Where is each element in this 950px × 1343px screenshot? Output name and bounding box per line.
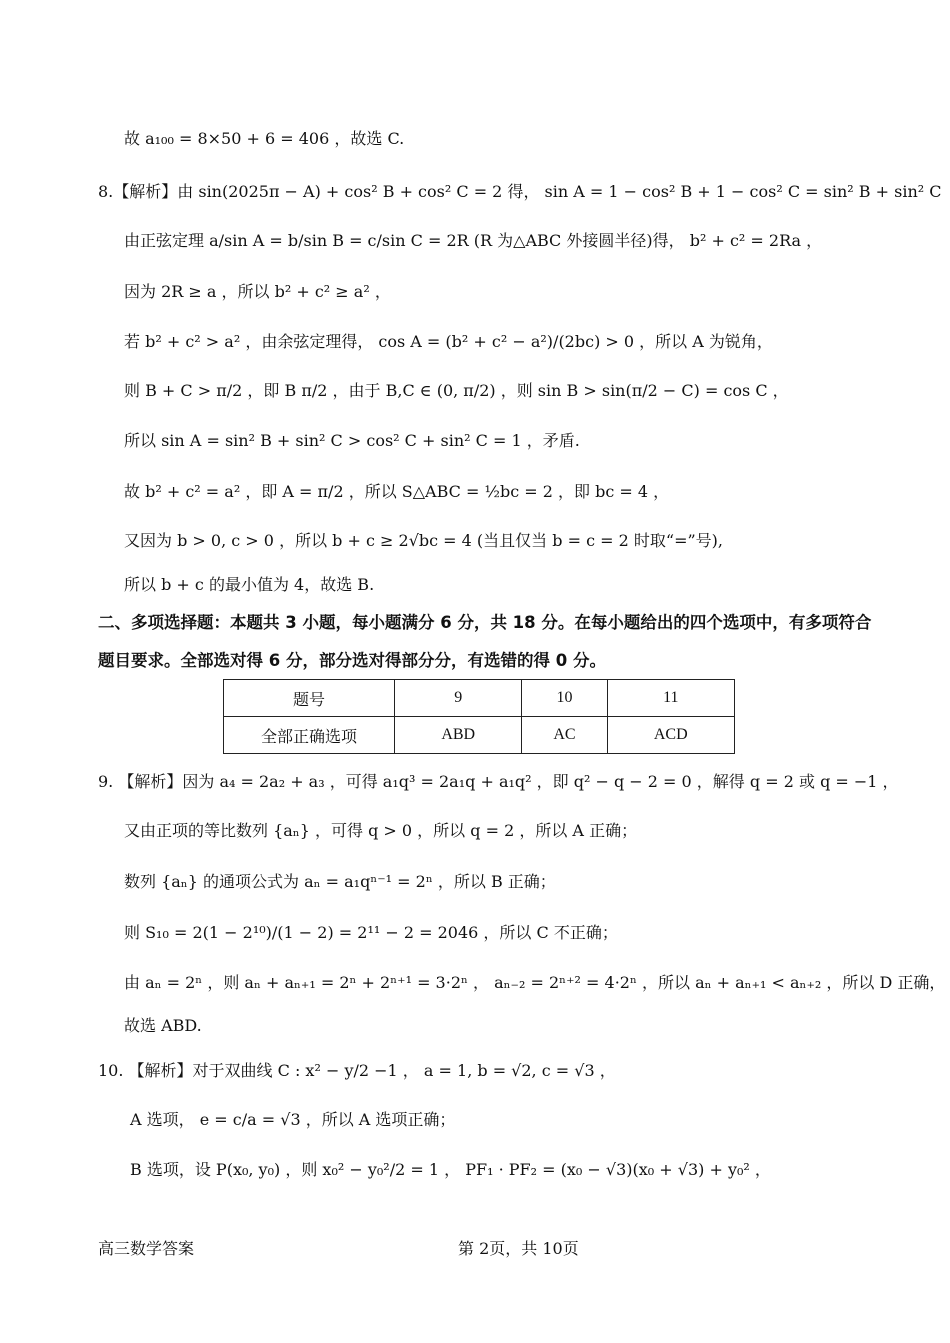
question-10-line: 10. 【解析】对于双曲线 C : x² − y/2 −1 ， a = 1, b = √2, c = √3 ， [98, 1061, 616, 1080]
question-8-line: 故 b² + c² = a² ，即 A = π/2 ，所以 S△ABC = ½bc = 2 ，即 bc = 4 ， [124, 482, 670, 501]
question-8-line: 8.【解析】由 sin(2025π − A) + cos² B + cos² C = 2 得， sin A = 1 − cos² B + 1 − cos² C = sin² B + sin² C [98, 182, 942, 201]
table-cell: 11 [607, 680, 734, 717]
section-heading: 题目要求。全部选对得 6 分，部分选对得部分分，有选错的得 0 分。 [98, 651, 606, 670]
page-number: 第 2页，共 10页 [458, 1239, 579, 1258]
table-cell: AC [522, 717, 607, 754]
question-8-line: 所以 b + c 的最小值为 4，故选 B. [124, 575, 375, 594]
question-8-line: 由正弦定理 a/sin A = b/sin B = c/sin C = 2R (R 为△ABC 外接圆半径)得， b² + c² = 2Ra ， [124, 231, 823, 250]
footer-title: 高三数学答案 [98, 1239, 195, 1258]
table-row [224, 717, 735, 754]
question-9-line: 数列 {aₙ} 的通项公式为 aₙ = a₁qⁿ⁻¹ = 2ⁿ ，所以 B 正确； [124, 872, 556, 891]
question-9-line: 由 aₙ = 2ⁿ ，则 aₙ + aₙ₊₁ = 2ⁿ + 2ⁿ⁺¹ = 3·2ⁿ ， aₙ₋₂ = 2ⁿ⁺² = 4·2ⁿ ，所以 aₙ + aₙ₊₁ < aₙ₊₂ ，所以 D 正确， [124, 973, 946, 992]
table-header-cell: 全部正确选项 [224, 717, 395, 754]
question-9-line: 则 S₁₀ = 2(1 − 2¹⁰)/(1 − 2) = 2¹¹ − 2 = 2046 ，所以 C 不正确； [124, 923, 618, 942]
table-cell: 10 [522, 680, 607, 717]
table-row [224, 680, 735, 717]
question-9-line: 9. 【解析】因为 a₄ = 2a₂ + a₃ ，可得 a₁q³ = 2a₁q + a₁q² ，即 q² − q − 2 = 0 ，解得 q = 2 或 q = −1 ， [98, 772, 899, 791]
question-8-line: 若 b² + c² > a² ，由余弦定理得， cos A = (b² + c² − a²)/(2bc) > 0 ，所以 A 为锐角， [124, 332, 773, 351]
question-9-line: 故选 ABD. [124, 1016, 202, 1035]
table-cell: ACD [607, 717, 734, 754]
question-8-line: 则 B + C > π/2 ，即 B π/2 ，由于 B,C ∈ (0, π/2) ，则 sin B > sin(π/2 − C) = cos C ， [124, 381, 789, 400]
question-10-line: B 选项，设 P(x₀, y₀) ，则 x₀² − y₀²/2 = 1 ， PF₁ · PF₂ = (x₀ − √3)(x₀ + √3) + y₀² ， [130, 1160, 771, 1179]
table-cell: 9 [395, 680, 522, 717]
answer-table [223, 679, 735, 754]
question-10-line: A 选项， e = c/a = √3 ，所以 A 选项正确； [130, 1110, 456, 1129]
table-cell: ABD [395, 717, 522, 754]
text-line: 故 a₁₀₀ = 8×50 + 6 = 406 ，故选 C. [124, 129, 405, 148]
question-8-line: 因为 2R ≥ a ，所以 b² + c² ≥ a² ， [124, 282, 391, 301]
question-8-line: 又因为 b > 0, c > 0 ，所以 b + c ≥ 2√bc = 4 (当且仅当 b = c = 2 时取“=”号), [124, 531, 723, 550]
section-heading: 二、多项选择题：本题共 3 小题，每小题满分 6 分，共 18 分。在每小题给出的四个选项中，有多项符合 [98, 613, 872, 632]
question-8-line: 所以 sin A = sin² B + sin² C > cos² C + sin² C = 1 ，矛盾. [124, 431, 580, 450]
question-9-line: 又由正项的等比数列 {aₙ} ，可得 q > 0 ，所以 q = 2 ，所以 A 正确； [124, 821, 638, 840]
table-header-cell: 题号 [224, 680, 395, 717]
